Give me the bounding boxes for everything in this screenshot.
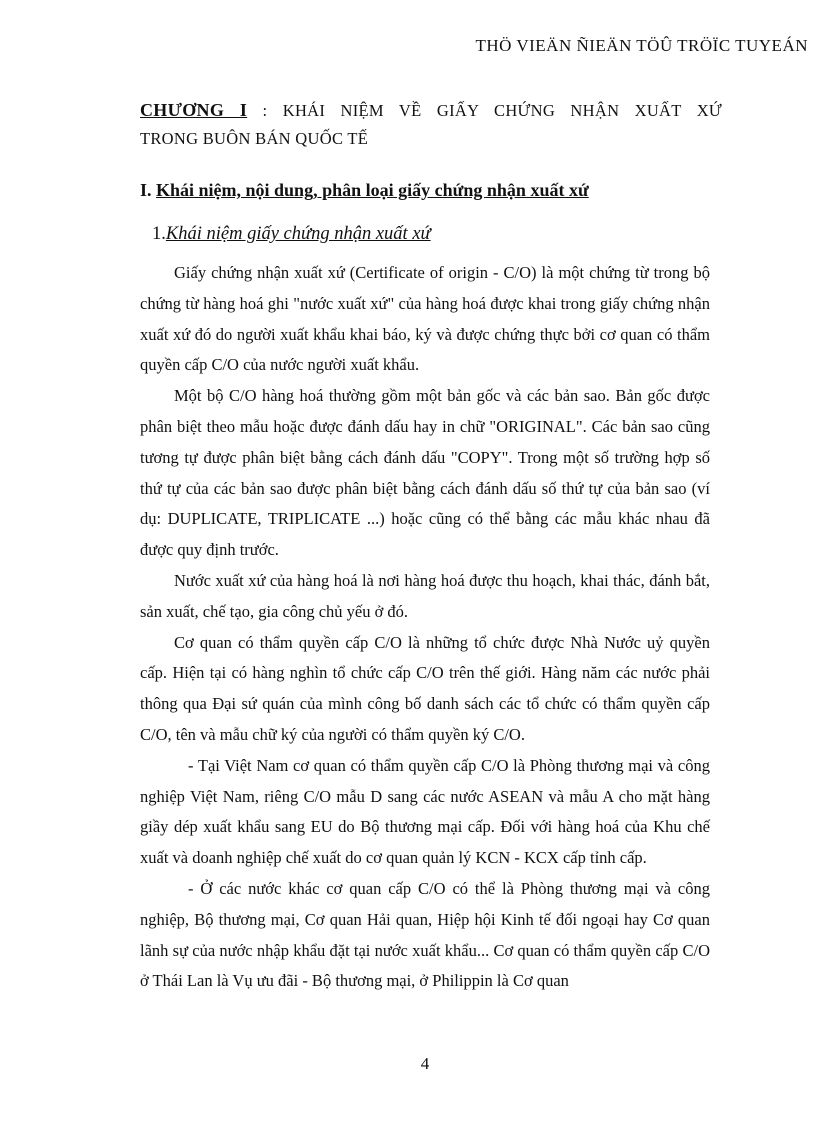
paragraph: - Ở các nước khác cơ quan cấp C/O có thể là Phòng thương mại và công nghiệp, Bộ thương mại, Cơ quan Hải quan, Hiệp hội Kinh tế đối ngoại hay Cơ quan lãnh sự của nước nhập khẩu đặt tại nước xuất khẩu... Cơ quan có thẩm quyền cấp C/O ở Thái Lan là Vụ ưu đãi - Bộ thương mại, ở Philippin là Cơ quan — [140, 878, 710, 991]
section-heading — [140, 180, 589, 201]
subsection-number: 1. — [152, 224, 166, 244]
paragraph: Giấy chứng nhận xuất xứ (Certificate of origin - C/O) là một chứng từ trong bộ chứng từ hàng hoá ghi "nước xuất xứ" của hàng hoá được khai trong giấy chứng nhận xuất xứ đó do người xuất khẩu khai báo, ký và được chứng thực bởi cơ quan có thẩm quyền cấp C/O của nước người xuất khẩu. — [140, 263, 710, 375]
paragraph: Nước xuất xứ của hàng hoá là nơi hàng hoá được thu hoạch, khai thác, đánh bắt, sản xuất, chế tạo, gia công chủ yếu ở đó. — [140, 570, 710, 621]
chapter-title-line2: TRONG BUÔN BÁN QUỐC TẾ — [140, 129, 369, 148]
chapter-separator: : — [247, 101, 283, 120]
paragraph: Một bộ C/O hàng hoá thường gồm một bản gốc và các bản sao. Bản gốc được phân biệt theo mẫu hoặc được đánh dấu hay in chữ "ORIGINAL". Các bản sao cũng tương tự được phân biệt bằng cách đánh dấu "COPY". Trong một số trường hợp số thứ tự của các bản sao được phân biệt bằng cách đánh dấu số thứ tự của bản sao (ví dụ: DUPLICATE, TRIPLICATE ...) hoặc cũng có thể bằng các mẫu khác nhau đã được quy định trước. — [140, 386, 710, 560]
paragraph: - Tại Việt Nam cơ quan có thẩm quyền cấp C/O là Phòng thương mại và công nghiệp Việt Nam, riêng C/O mẫu D sang các nước ASEAN và mẫu A cho mặt hàng giầy dép xuất khẩu sang EU do Bộ thương mại cấp. Đối với hàng hoá của Khu chế xuất và doanh nghiệp chế xuất do cơ quan quản lý KCN - KCX cấp tỉnh cấp. — [140, 755, 710, 868]
section-title: Khái niệm, nội dung, phân loại giấy chứng nhận xuất xứ — [156, 180, 589, 200]
body-text — [140, 258, 710, 997]
paragraph: Cơ quan có thẩm quyền cấp C/O là những tổ chức được Nhà Nước uỷ quyền cấp. Hiện tại có hàng nghìn tổ chức cấp C/O trên thế giới. Hàng năm các nước phải thông qua Đại sứ quán của mình công bố danh sách các tổ chức có thẩm quyền cấp C/O, tên và mẫu chữ ký của người có thẩm quyền ký C/O. — [140, 632, 710, 744]
subsection-title: Khái niệm giấy chứng nhận xuất xứ — [165, 224, 431, 244]
chapter-title — [140, 96, 722, 153]
chapter-title-line1: KHÁI NIỆM VỀ GIẤY CHỨNG NHẬN XUẤT XỨ — [282, 101, 723, 120]
page-number: 4 — [420, 1054, 430, 1073]
chapter-label: CHƯƠNG I — [140, 100, 248, 120]
subsection-heading — [152, 224, 431, 245]
running-header: THÖ VIEÄN ÑIEÄN TÖÛ TRÖÏC TUYEÁN — [475, 36, 808, 55]
section-number: I. — [140, 180, 157, 200]
